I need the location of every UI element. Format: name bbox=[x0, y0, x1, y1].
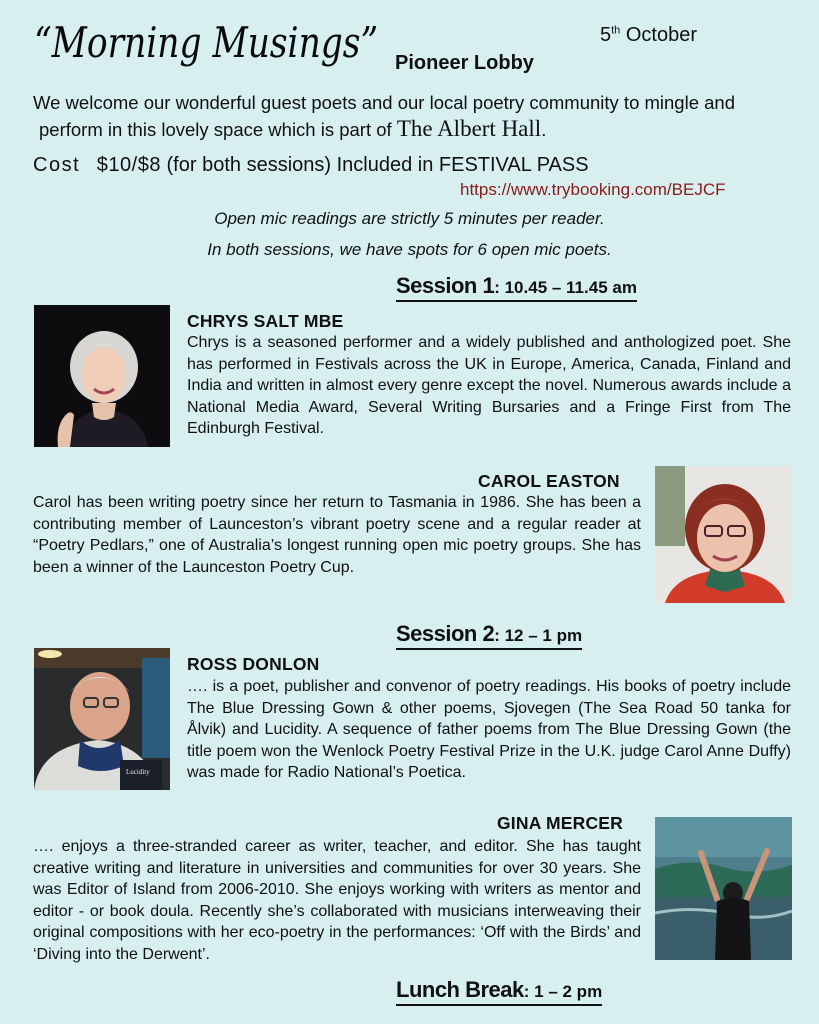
welcome-line-1: We welcome our wonderful guest poets and our local poetry community to mingle and bbox=[33, 92, 735, 113]
carol-easton-bio: Carol has been writing poetry since her return to Tasmania in 1986. She has been a contributing member of Launceston’s vibrant poetry scene and a regular reader at “Poetry Pedlars,” one of Australia’s longest running open mic poetry groups. She has been a winner of the Launceston Poetry Cup. bbox=[33, 494, 641, 576]
session-2-label: Session 2 bbox=[396, 621, 495, 646]
cost-line bbox=[33, 154, 589, 177]
ross-donlon-bio: …. is a poet, publisher and convenor of poetry readings. His books of poetry include The Blue Dressing Gown & other poems, Sjovegen (The Sea Road 50 tanka for Ålvik) and Lucidity. A sequence of father poems from The Blue Dressing Gown (the title poem won the Wenlock Poetry Festival Prize in the U.K. judge Carol Anne Duffy) was made for Radio National’s Poetica. bbox=[187, 678, 791, 781]
welcome-line-2 bbox=[33, 116, 803, 143]
session-1-heading bbox=[396, 273, 637, 302]
cost-detail: (for both sessions) Included in FESTIVAL PASS bbox=[160, 154, 589, 176]
event-date bbox=[600, 24, 697, 47]
chrys-salt-photo bbox=[34, 305, 170, 447]
lunch-break-label: Lunch Break bbox=[396, 977, 524, 1002]
open-mic-note-2: In both sessions, we have spots for 6 open mic poets. bbox=[207, 240, 612, 259]
venue-name: Pioneer Lobby bbox=[395, 52, 534, 74]
lunch-break-heading bbox=[396, 977, 602, 1006]
gina-mercer-photo bbox=[655, 817, 792, 960]
date-day: 5 bbox=[600, 24, 612, 46]
welcome-paragraph bbox=[33, 90, 803, 143]
hall-name: The Albert Hall bbox=[396, 116, 542, 141]
carol-easton-photo bbox=[655, 466, 792, 603]
welcome-line-2-text: perform in this lovely space which is part of bbox=[39, 119, 397, 140]
session-1-time: : 10.45 – 11.45 am bbox=[494, 278, 637, 297]
event-title: “Morning Musings” bbox=[34, 18, 379, 67]
gina-mercer-bio: …. enjoys a three-stranded career as writer, teacher, and editor. She has taught creative writing and literature in universities and communities for over 30 years. She was Editor of Island from 2006-2010. She enjoys working with writers as mentor and editor - or book doula. Recently she’s collaborated with musicians interweaving their original compositions with her eco-poetry in the performances: ‘Off with the Birds’ and ‘Diving into the Derwent’. bbox=[33, 838, 641, 963]
carol-easton-name: CAROL EASTON bbox=[478, 471, 620, 491]
date-suffix: th bbox=[611, 24, 621, 37]
date-month: October bbox=[620, 24, 698, 46]
lucidity-book-label: Lucidity bbox=[126, 768, 150, 776]
ross-donlon-photo bbox=[34, 648, 170, 790]
session-2-heading bbox=[396, 621, 582, 650]
booking-link[interactable]: https://www.trybooking.com/BEJCF bbox=[460, 180, 726, 199]
session-2-time: : 12 – 1 pm bbox=[494, 626, 583, 645]
lunch-break-time: : 1 – 2 pm bbox=[523, 982, 603, 1001]
cost-amount: $10/$8 bbox=[96, 154, 161, 176]
ross-donlon-name: ROSS DONLON bbox=[187, 654, 320, 674]
welcome-line-2-end: . bbox=[541, 119, 547, 140]
open-mic-note-1: Open mic readings are strictly 5 minutes per reader. bbox=[214, 209, 605, 228]
gina-mercer-name: GINA MERCER bbox=[497, 813, 623, 833]
chrys-salt-name: CHRYS SALT MBE bbox=[187, 311, 344, 331]
session-1-label: Session 1 bbox=[396, 273, 495, 298]
cost-label: Cost bbox=[33, 154, 81, 176]
chrys-salt-bio: Chrys is a seasoned performer and a widely published and anthologized poet. She has performed in Festivals across the UK in Europe, America, Canada, Finland and India and written in almost every genre except the novel. Numerous awards include a National Media Award, Several Writing Bursaries and a Fringe First from The Edinburgh Festival. bbox=[187, 334, 791, 437]
